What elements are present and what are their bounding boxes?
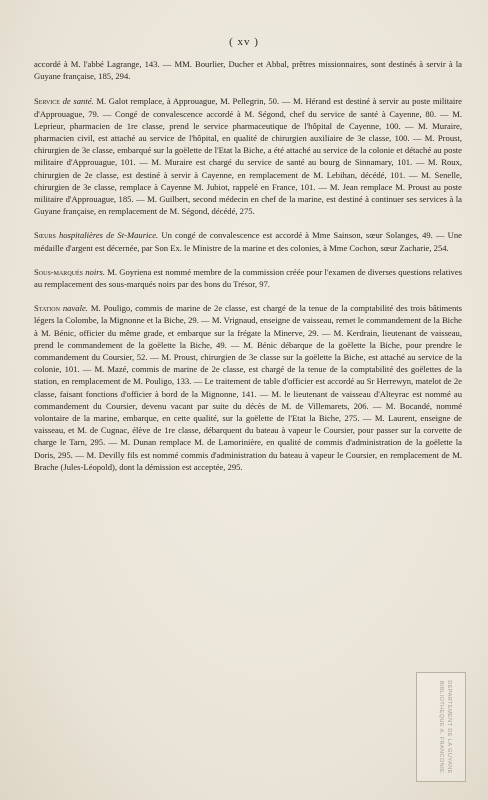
- section-heading-rest: noirs.: [85, 266, 106, 277]
- section-service-de-sante: [34, 95, 462, 217]
- section-heading-rest: navale.: [62, 303, 88, 314]
- section-heading: Service: [34, 96, 60, 107]
- document-body: [34, 58, 462, 473]
- section-heading: Station: [34, 303, 60, 314]
- section-text: Un congé de convalescence est accordé à Mme Sainson, sœur Solanges, 49. — Une médaille d'argent est décernée, par Son Ex. le Ministre de la marine et des colonies, à Mme Cochon, sœur Zacharie, 254.: [34, 230, 462, 253]
- page-number: ( xv ): [229, 36, 259, 48]
- section-text: M. Galot remplace, à Approuague, M. Pellegrin, 50. — M. Hérand est destiné à servir au poste militaire d'Approuague, 79. — Congé de convalescence accordé à M. Ségond, chef du service de santé à Cayenne, 80. — M. Leprieur, pharmacien de 1re classe, prend le service pharmaceutique de l'hôpital de Cayenne, 100. — M. Muraire, pharmacien civil, est attaché au service de l'hôpital, en qualité de chirurgien auxiliaire de 3e classe, 100. — M. Proust, chirurgien de 3e classe, embarqué sur la goëlette de l'Etat la Biche, a été attaché au service de la colonie et détaché au poste militaire d'Approuague, 101. — M. Muraire est chargé du service de santé au bourg de Sinnamary, 101. — M. Roux, chirurgien de 2e classe, est destiné à servir à Cayenne, en remplacement de M. Lebihan, décédé, 101. — M. Senelle, chirurgien de 3e classe, remplace à Cayenne M. Jubiot, rappelé en France, 101. — M. Jean remplace M. Proust au poste militaire d'Approuague, 185. — M. Guilbert, second médecin en chef de la marine, est destiné à continuer ses services à la Guyane française, en remplacement de M. Ségond, décédé, 275.: [34, 96, 462, 217]
- lead-paragraph: accordé à M. l'abbé Lagrange, 143. — MM. Bourlier, Ducher et Abbal, prêtres missionnaires, sont destinés à servir à la Guyane française, 185, 294.: [34, 59, 462, 82]
- section-heading: Sous-marqués: [34, 266, 83, 277]
- section-heading-rest: de santé.: [62, 96, 94, 107]
- section-station-navale: [34, 302, 462, 473]
- section-sous-marques-noirs: [34, 266, 462, 290]
- library-stamp-text: DEPARTEMENT DE LA GUYANE BIBLIOTHEQUE A. FRANCONIE: [438, 680, 452, 774]
- section-soeurs-hospitalieres: [34, 229, 462, 253]
- section-heading: Sœurs: [34, 230, 56, 241]
- section-text: M. Pouligo, commis de marine de 2e classe, est chargé de la tenue de la comptabilité des trois bâtiments légers la Colombe, la Mignonne et la Biche, 29. — M. Vrignaud, enseigne de vaisseau, remet le commandement de la Biche à M. Bénic, officier du même grade, et embarque sur la frégate la Minerve, 29. — M. Kerdrain, lieutenant de vaisseau, prend le commandement de la goëlette la Biche, 49. — M. Bénic débarque de la goëlette la Biche, pour prendre le commandement du Coursier, 52. — M. Proust, chirurgien de 3e classe sur la goëlette la Biche, est attaché au service de la colonie, 101. — M. Mazé, commis de marine de 2e classe, est chargé de la tenue de la comptabilité des goëlettes de la station, en remplacement de M. Pouligo, 133. — Le traitement de table d'officier est accordé au Sr Herrewyn, matelot de 2e classe, faisant fonctions d'officier à bord de la Mignonne, 141. — M. le lieutenant de vaisseau d'Alteyrac est nommé au commandement du Coursier, devenu vacant par suite du décès de M. de Villemarets, 206. — M. Bocandé, nommé volontaire de la marine, embarque, en cette qualité, sur la goëlette de l'Etat la Biche, 275. — M. Laurent, enseigne de vaisseau, et M. de Cugnac, élève de 1re classe, débarquent du bateau à vapeur le Coursier, pour passer sur la corvette de charge le Tarn, 295. — M. Dunan remplace M. de Lamorinière, en qualité de commis d'administration de la goëlette la Doris, 295. — M. Devilly fils est nommé commis d'administration du bateau à vapeur le Coursier, en remplacement de M. Brache (Jules-Léopold), dont la démission est acceptée, 295.: [34, 303, 463, 472]
- section-heading-rest: hospitalières de St-Maurice.: [58, 230, 159, 241]
- section-text: M. Goyriena est nommé membre de la commission créée pour l'examen de diverses questions relatives au remplacement des sous-marqués noirs par des bons du Trésor, 97.: [34, 266, 462, 290]
- library-stamp: [416, 672, 466, 782]
